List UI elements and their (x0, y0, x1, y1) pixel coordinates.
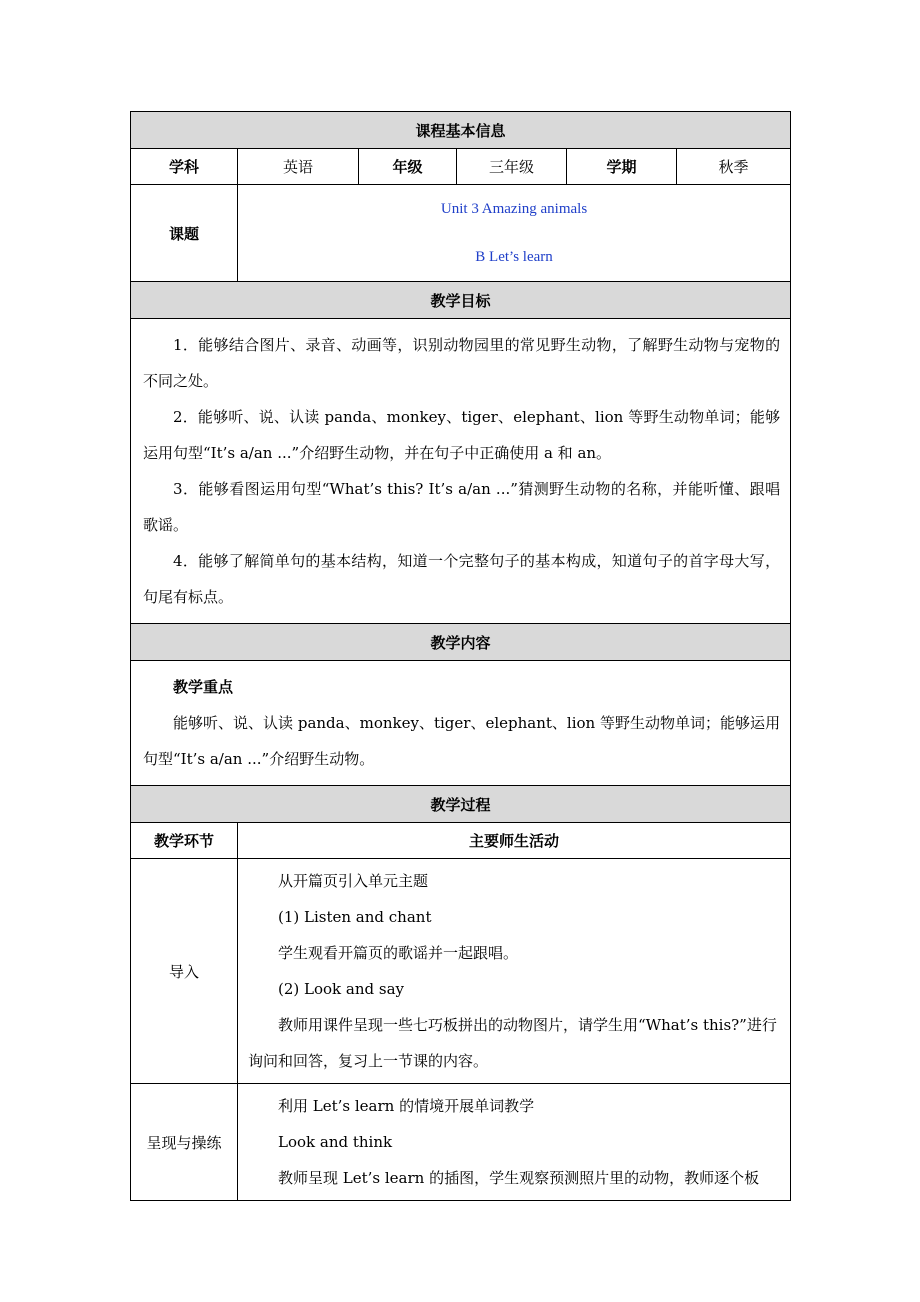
goals-row (131, 319, 791, 624)
goal-item: 1．能够结合图片、录音、动画等，识别动物园里的常见野生动物，了解野生动物与宠物的不同之处。 (143, 336, 781, 390)
present-activities (238, 1084, 791, 1201)
content-body (131, 661, 791, 786)
goals-header-row (131, 282, 791, 319)
process-header: 教学过程 (131, 786, 791, 823)
key-point-label: 教学重点 (173, 678, 234, 696)
content-header-row (131, 624, 791, 661)
term-value: 秋季 (677, 149, 791, 185)
grade-value: 三年级 (457, 149, 567, 185)
content-row (131, 661, 791, 786)
content-header: 教学内容 (131, 624, 791, 661)
topic-line-2: B Let’s learn (475, 249, 553, 265)
topic-title (238, 185, 791, 282)
subject-value: 英语 (238, 149, 359, 185)
intro-stage: 导入 (131, 859, 238, 1084)
activity-line: 从开篇页引入单元主题 (278, 872, 429, 890)
goals-header: 教学目标 (131, 282, 791, 319)
activity-line: 学生观看开篇页的歌谣并一起跟唱。 (278, 944, 519, 962)
topic-row (131, 185, 791, 282)
info-header: 课程基本信息 (131, 112, 791, 149)
term-label: 学期 (567, 149, 677, 185)
topic-label: 课题 (131, 185, 238, 282)
key-point-text: 能够听、说、认读 panda、monkey、tiger、elephant、lion 等野生动物单词；能够运用句型“It’s a/an ...”介绍野生动物。 (143, 714, 781, 768)
grade-label: 年级 (359, 149, 457, 185)
process-columns-row (131, 823, 791, 859)
goals-body (131, 319, 791, 624)
activity-line: 利用 Let’s learn 的情境开展单词教学 (278, 1097, 535, 1115)
info-row (131, 149, 791, 185)
process-header-row (131, 786, 791, 823)
present-stage: 呈现与操练 (131, 1084, 238, 1201)
goal-item: 2．能够听、说、认读 panda、monkey、tiger、elephant、lion 等野生动物单词；能够运用句型“It’s a/an ...”介绍野生动物，并在句子中正确使用 a 和 an。 (143, 408, 781, 462)
subject-label: 学科 (131, 149, 238, 185)
activity-line: (1) Listen and chant (278, 908, 432, 926)
lesson-plan-table (130, 111, 791, 1201)
goal-item: 4．能够了解简单句的基本结构，知道一个完整句子的基本构成，知道句子的首字母大写，句尾有标点。 (143, 552, 781, 606)
intro-activities (238, 859, 791, 1084)
stage-column-header: 教学环节 (131, 823, 238, 859)
activity-line: 教师呈现 Let’s learn 的插图，学生观察预测照片里的动物，教师逐个板 (278, 1169, 760, 1187)
topic-line-1: Unit 3 Amazing animals (440, 201, 588, 217)
activity-column-header: 主要师生活动 (238, 823, 791, 859)
activity-line: (2) Look and say (278, 980, 404, 998)
activity-line: 教师用课件呈现一些七巧板拼出的动物图片，请学生用“What’s this?”进行询问和回答，复习上一节课的内容。 (248, 1016, 777, 1070)
info-header-row (131, 112, 791, 149)
goal-item: 3．能够看图运用句型“What’s this? It’s a/an ...”猜测野生动物的名称，并能听懂、跟唱歌谣。 (143, 480, 781, 534)
activity-line: Look and think (278, 1133, 393, 1151)
present-row (131, 1084, 791, 1201)
intro-row (131, 859, 791, 1084)
